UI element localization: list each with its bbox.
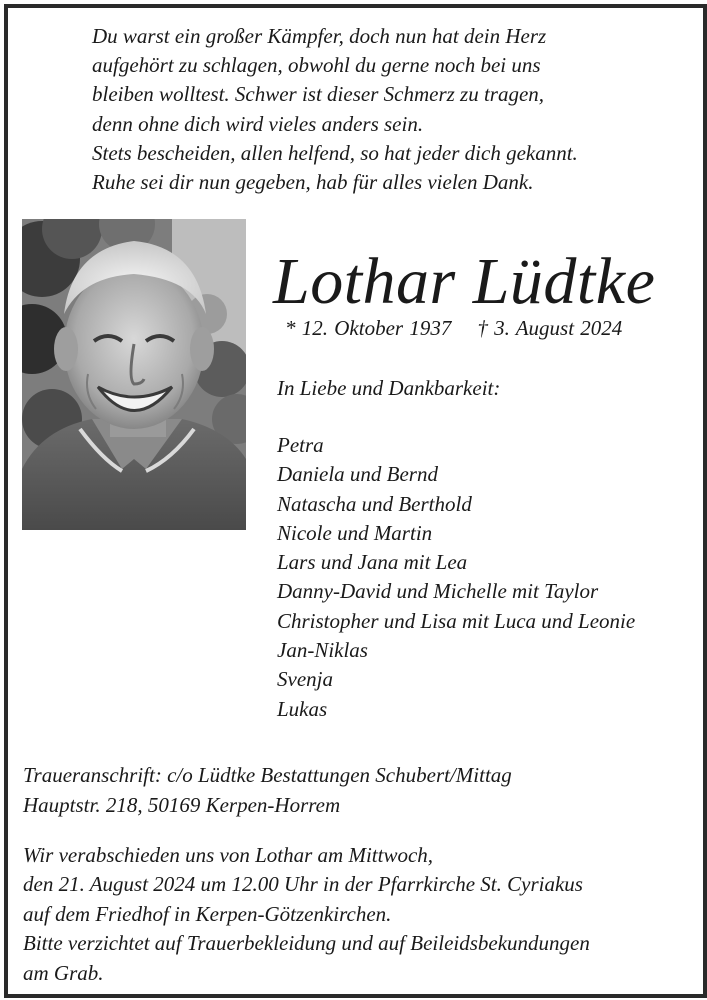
family-member: Daniela und Bernd (277, 462, 438, 487)
funeral-line: Wir verabschieden uns von Lothar am Mittwoch, (23, 843, 434, 867)
family-member: Christopher und Lisa mit Luca und Leonie (277, 608, 636, 633)
mourning-address (23, 761, 512, 820)
family-member: Lars und Jana mit Lea (277, 550, 468, 575)
memorial-poem (92, 22, 652, 197)
portrait-photo (22, 219, 246, 530)
poem-line: aufgehört zu schlagen, obwohl du gerne noch bei uns (92, 53, 541, 78)
family-member: Lukas (277, 696, 328, 721)
poem-line: Ruhe sei dir nun gegeben, hab für alles vielen Dank. (92, 170, 534, 195)
funeral-line: am Grab. (23, 960, 104, 985)
funeral-line: auf dem Friedhof in Kerpen-Götzenkirchen. (23, 901, 392, 926)
birth-date: * 12. Oktober 1937 (285, 316, 452, 340)
family-member: Petra (277, 433, 324, 457)
death-date: † 3. August 2024 (477, 316, 623, 340)
poem-line: bleiben wolltest. Schwer ist dieser Schmerz zu tragen, (92, 82, 545, 107)
deceased-name: Lothar Lüdtke (273, 245, 656, 318)
poem-line: denn ohne dich wird vieles anders sein. (92, 111, 424, 136)
family-member: Natascha und Berthold (277, 491, 472, 516)
family-member: Svenja (277, 667, 333, 692)
family-list (277, 431, 635, 724)
family-member: Danny-David und Michelle mit Taylor (277, 579, 599, 604)
family-member: Jan-Niklas (277, 638, 368, 663)
address-line: Hauptstr. 218, 50169 Kerpen-Horrem (23, 792, 341, 817)
address-line: Traueranschrift: c/o Lüdtke Bestattungen Schubert/Mittag (23, 763, 512, 787)
poem-line: Du warst ein großer Kämpfer, doch nun hat dein Herz (92, 24, 547, 48)
life-dates (285, 314, 622, 342)
dedication: In Liebe und Dankbarkeit: (277, 376, 501, 400)
family-member: Nicole und Martin (277, 520, 433, 545)
funeral-details (23, 841, 590, 988)
funeral-line: den 21. August 2024 um 12.00 Uhr in der Pfarrkirche St. Cyriakus (23, 872, 583, 897)
poem-line: Stets bescheiden, allen helfend, so hat jeder dich gekannt. (92, 140, 578, 165)
funeral-line: Bitte verzichtet auf Trauerbekleidung und auf Beileidsbekundungen (23, 931, 590, 956)
